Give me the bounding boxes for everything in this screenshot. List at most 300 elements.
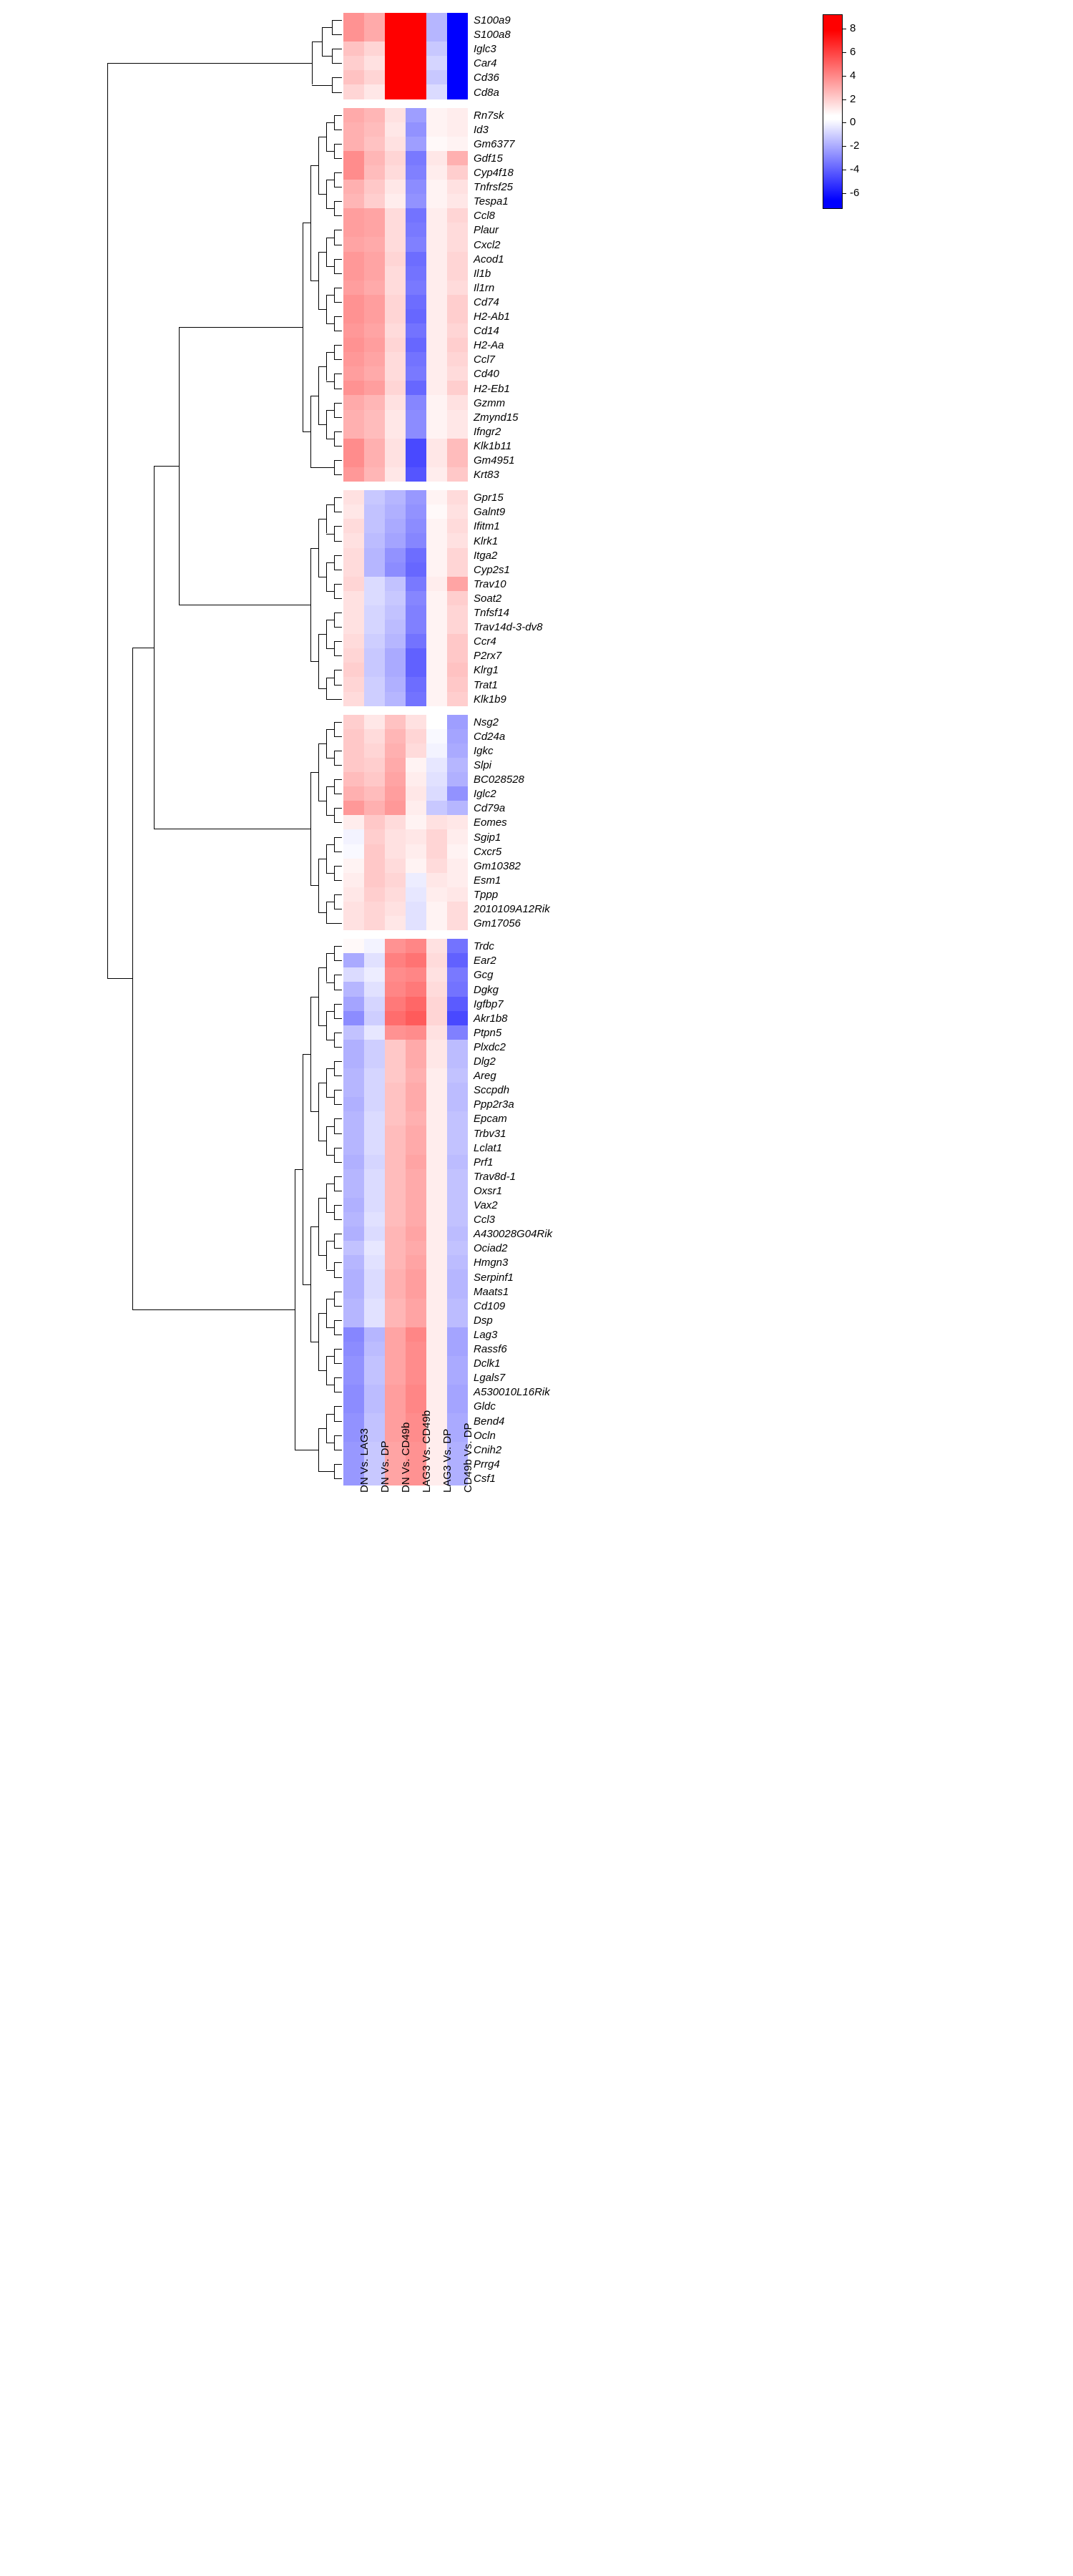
heatmap-cell — [385, 338, 406, 352]
heatmap-cell — [364, 252, 385, 266]
heatmap-cell — [426, 663, 447, 677]
heatmap-cell — [364, 815, 385, 829]
heatmap-cell — [426, 439, 447, 453]
heatmap-cell — [406, 1226, 426, 1241]
heatmap-cell — [343, 165, 364, 180]
dendrogram-link — [334, 1118, 342, 1119]
colorbar-tick-label: 6 — [850, 45, 856, 58]
heatmap-cell — [343, 562, 364, 577]
heatmap-cell — [385, 266, 406, 280]
dendrogram-link — [334, 1377, 342, 1378]
heatmap-row — [343, 916, 468, 930]
heatmap-cell — [364, 859, 385, 873]
heatmap-cell — [364, 1327, 385, 1342]
heatmap-cell — [385, 677, 406, 691]
heatmap-cell — [364, 1111, 385, 1126]
dendrogram-link — [334, 555, 335, 570]
heatmap-cell — [406, 13, 426, 27]
heatmap-cell — [385, 295, 406, 309]
heatmap-cell — [447, 1198, 468, 1212]
heatmap-cell — [426, 151, 447, 165]
heatmap-cell — [364, 1068, 385, 1083]
heatmap-cell — [364, 366, 385, 381]
dendrogram-link — [326, 648, 334, 649]
heatmap-cell — [385, 829, 406, 844]
heatmap-cell — [343, 352, 364, 366]
heatmap-cell — [426, 309, 447, 323]
heatmap-cell — [447, 266, 468, 280]
heatmap-cell — [364, 533, 385, 547]
heatmap-cell — [406, 1097, 426, 1111]
heatmap-row — [343, 519, 468, 533]
heatmap-row — [343, 1054, 468, 1068]
heatmap-cell — [426, 453, 447, 467]
heatmap-cell — [343, 381, 364, 395]
gene-label: A530010L16Rik — [474, 1386, 550, 1399]
heatmap-cell — [364, 1241, 385, 1255]
heatmap-cell — [343, 424, 364, 439]
heatmap-cell — [406, 591, 426, 605]
heatmap-cell — [426, 208, 447, 223]
dendrogram-link — [318, 1313, 319, 1370]
gene-label: Trat1 — [474, 678, 498, 691]
dendrogram-link — [326, 352, 334, 353]
heatmap-cell — [385, 634, 406, 648]
dendrogram-link — [334, 526, 342, 527]
heatmap-row — [343, 323, 468, 338]
heatmap-cell — [406, 1385, 426, 1399]
heatmap-cell — [406, 180, 426, 194]
heatmap-row — [343, 122, 468, 137]
gene-label: Klk1b9 — [474, 693, 506, 706]
heatmap-cell — [406, 997, 426, 1011]
heatmap-cell — [447, 424, 468, 439]
heatmap-cell — [406, 692, 426, 706]
heatmap-cell — [447, 280, 468, 295]
heatmap-cell — [406, 280, 426, 295]
heatmap-cell — [426, 338, 447, 352]
gene-label: H2-Ab1 — [474, 311, 510, 323]
heatmap-cell — [364, 953, 385, 967]
colorbar-tick — [843, 193, 846, 194]
heatmap-row — [343, 939, 468, 953]
dendrogram-link — [107, 63, 108, 978]
heatmap-cell — [447, 1299, 468, 1313]
dendrogram-link — [154, 466, 155, 829]
gene-label: Trav14d-3-dv8 — [474, 621, 543, 634]
heatmap-cell — [343, 1327, 364, 1342]
dendrogram-link — [334, 584, 342, 585]
dendrogram-link — [334, 598, 342, 599]
heatmap-cell — [426, 902, 447, 916]
gene-label: S100a8 — [474, 29, 511, 42]
heatmap-cell — [406, 1083, 426, 1097]
heatmap-cell — [426, 122, 447, 137]
heatmap-cell — [426, 648, 447, 663]
gene-label: Dclk1 — [474, 1357, 501, 1370]
dendrogram-link — [334, 1033, 335, 1047]
heatmap-cell — [343, 1184, 364, 1198]
heatmap-cell — [385, 1269, 406, 1284]
dendrogram-link — [326, 678, 327, 699]
heatmap-cell — [364, 323, 385, 338]
heatmap-cell — [447, 533, 468, 547]
heatmap-cell — [447, 692, 468, 706]
heatmap-cell — [343, 620, 364, 634]
dendrogram-link — [310, 1226, 318, 1227]
heatmap-cell — [406, 1111, 426, 1126]
heatmap-cell — [426, 223, 447, 237]
gene-label: Cd36 — [474, 72, 499, 84]
dendrogram-link — [334, 1349, 335, 1363]
gene-label: Tnfrsf25 — [474, 181, 514, 194]
dendrogram-link — [334, 1219, 342, 1220]
heatmap-cell — [426, 605, 447, 620]
dendrogram-link — [334, 555, 342, 556]
heatmap-cell — [343, 801, 364, 815]
dendrogram-link — [318, 634, 326, 635]
heatmap-row — [343, 504, 468, 519]
heatmap-cell — [426, 1011, 447, 1025]
dendrogram-link — [318, 1370, 326, 1371]
heatmap-cell — [426, 715, 447, 729]
heatmap-cell — [406, 467, 426, 482]
gene-label: Krt83 — [474, 469, 499, 482]
heatmap-row — [343, 548, 468, 562]
heatmap-cell — [447, 967, 468, 982]
heatmap-cell — [385, 1313, 406, 1327]
dendrogram-link — [326, 352, 327, 381]
heatmap-cell — [447, 237, 468, 251]
heatmap-cell — [364, 504, 385, 519]
heatmap-cell — [447, 439, 468, 453]
heatmap-cell — [343, 1126, 364, 1140]
heatmap-cell — [426, 1198, 447, 1212]
heatmap-cell — [426, 729, 447, 743]
heatmap-cell — [406, 1255, 426, 1269]
dendrogram-link — [318, 967, 326, 968]
heatmap-cell — [447, 1141, 468, 1155]
gene-label: Slpi — [474, 759, 492, 771]
heatmap-cell — [426, 772, 447, 786]
heatmap-cell — [364, 352, 385, 366]
heatmap-row — [343, 1399, 468, 1413]
heatmap-cell — [406, 84, 426, 99]
heatmap-cell — [447, 916, 468, 930]
dendrogram-link — [334, 808, 342, 809]
heatmap-cell — [385, 381, 406, 395]
heatmap-cell — [343, 953, 364, 967]
dendrogram-link — [334, 1075, 342, 1076]
heatmap-cell — [447, 1212, 468, 1226]
heatmap-cell — [364, 1011, 385, 1025]
heatmap-cell — [406, 410, 426, 424]
heatmap-cell — [406, 323, 426, 338]
heatmap-cell — [426, 1083, 447, 1097]
heatmap-cell — [385, 772, 406, 786]
dendrogram-link — [318, 424, 326, 425]
dendrogram-link — [310, 165, 311, 280]
heatmap-cell — [364, 381, 385, 395]
heatmap-cell — [343, 577, 364, 591]
heatmap-cell — [364, 648, 385, 663]
heatmap-cell — [406, 1011, 426, 1025]
dendrogram-link — [318, 366, 326, 367]
heatmap-cluster-block — [343, 715, 468, 931]
heatmap-cell — [364, 151, 385, 165]
dendrogram-link — [334, 526, 335, 540]
dendrogram-link — [334, 1234, 335, 1248]
heatmap-cell — [406, 309, 426, 323]
heatmap-cell — [385, 1141, 406, 1155]
heatmap-cell — [364, 84, 385, 99]
heatmap-cell — [406, 56, 426, 70]
dendrogram-link — [334, 460, 335, 474]
dendrogram-link — [326, 1414, 334, 1415]
heatmap-cell — [364, 605, 385, 620]
dendrogram-link — [318, 1471, 334, 1472]
gene-label: Ccl3 — [474, 1214, 496, 1226]
dendrogram-link — [334, 403, 335, 417]
dendrogram-link — [334, 273, 342, 274]
dendrogram-link — [326, 699, 342, 700]
heatmap-cell — [406, 1241, 426, 1255]
dendrogram-link — [326, 923, 342, 924]
heatmap-cell — [364, 997, 385, 1011]
heatmap-cell — [343, 1083, 364, 1097]
heatmap-cell — [426, 844, 447, 859]
dendrogram-link — [334, 1133, 342, 1134]
heatmap-row — [343, 410, 468, 424]
heatmap-cell — [343, 1342, 364, 1356]
heatmap-cell — [426, 533, 447, 547]
heatmap-cell — [447, 395, 468, 409]
dendrogram-link — [334, 541, 342, 542]
dendrogram-link — [318, 1198, 326, 1199]
heatmap-row — [343, 844, 468, 859]
gene-label: Oxsr1 — [474, 1184, 503, 1197]
heatmap-cell — [426, 295, 447, 309]
gene-label: Trav10 — [474, 577, 506, 590]
heatmap-cell — [343, 1241, 364, 1255]
dendrogram-link — [334, 1377, 335, 1392]
heatmap-cell — [343, 844, 364, 859]
heatmap-row — [343, 829, 468, 844]
gene-label: Tespa1 — [474, 195, 509, 208]
heatmap-cell — [343, 84, 364, 99]
heatmap-cell — [406, 1269, 426, 1284]
heatmap-cell — [426, 108, 447, 122]
heatmap-cell — [364, 309, 385, 323]
dendrogram-link — [326, 1011, 334, 1012]
heatmap-cell — [343, 504, 364, 519]
dendrogram-link — [310, 548, 318, 549]
dendrogram-link — [318, 634, 319, 688]
heatmap-cell — [406, 786, 426, 801]
gene-label: H2-Eb1 — [474, 382, 510, 395]
dendrogram-link — [332, 77, 333, 92]
heatmap-cell — [426, 1155, 447, 1169]
dendrogram-link — [334, 1176, 335, 1191]
heatmap-cell — [364, 13, 385, 27]
heatmap-cell — [406, 815, 426, 829]
dendrogram-link — [334, 1464, 342, 1465]
colorbar-tick-label: 0 — [850, 116, 856, 129]
heatmap-cell — [385, 1083, 406, 1097]
heatmap-cell — [343, 548, 364, 562]
heatmap-row — [343, 13, 468, 27]
heatmap-cell — [385, 1111, 406, 1126]
heatmap-cell — [385, 1327, 406, 1342]
dendrogram-link — [322, 27, 332, 28]
dendrogram-link — [326, 410, 327, 439]
heatmap-row — [343, 70, 468, 84]
heatmap-cell — [343, 829, 364, 844]
heatmap-cell — [364, 677, 385, 691]
heatmap-row — [343, 1126, 468, 1140]
heatmap-row — [343, 758, 468, 772]
heatmap-cell — [343, 151, 364, 165]
heatmap-cell — [343, 323, 364, 338]
dendrogram-link — [326, 266, 334, 267]
heatmap-cell — [364, 1399, 385, 1413]
heatmap-cell — [447, 815, 468, 829]
heatmap-cell — [406, 352, 426, 366]
heatmap-cell — [426, 467, 447, 482]
gene-label: Galnt9 — [474, 506, 506, 519]
gene-label: Cyp4f18 — [474, 167, 514, 179]
heatmap-row — [343, 1226, 468, 1241]
dendrogram-link — [154, 466, 179, 467]
dendrogram-link — [334, 316, 335, 331]
heatmap-cell — [364, 295, 385, 309]
heatmap-cell — [385, 801, 406, 815]
heatmap-cell — [385, 151, 406, 165]
dendrogram-link — [334, 670, 335, 684]
heatmap-cell — [406, 1068, 426, 1083]
heatmap-cell — [364, 1255, 385, 1269]
heatmap-cell — [343, 677, 364, 691]
gene-label: Car4 — [474, 57, 497, 70]
gene-label: Prf1 — [474, 1156, 494, 1169]
dendrogram-link — [326, 1299, 327, 1327]
gene-label: Lclat1 — [474, 1141, 503, 1154]
heatmap-cell — [426, 873, 447, 887]
dendrogram-link — [334, 1464, 335, 1478]
dendrogram-link — [334, 722, 342, 723]
heatmap-row — [343, 137, 468, 151]
heatmap-cell — [343, 1011, 364, 1025]
heatmap-cell — [406, 1356, 426, 1370]
gene-label: Klk1b11 — [474, 439, 512, 452]
dendrogram-link — [334, 736, 342, 737]
dendrogram-link — [310, 885, 318, 886]
heatmap-cell — [447, 1284, 468, 1298]
heatmap-cell — [447, 180, 468, 194]
heatmap-cell — [426, 13, 447, 27]
heatmap-cell — [447, 634, 468, 648]
heatmap-cell — [426, 1299, 447, 1313]
heatmap-cell — [426, 1269, 447, 1284]
heatmap-cell — [343, 1255, 364, 1269]
heatmap-cell — [447, 122, 468, 137]
heatmap-cell — [447, 352, 468, 366]
heatmap-cell — [426, 366, 447, 381]
dendrogram-link — [332, 34, 342, 35]
dendrogram-link — [326, 844, 327, 873]
heatmap-cell — [364, 1226, 385, 1241]
heatmap-row — [343, 873, 468, 887]
dendrogram-link — [179, 327, 303, 328]
heatmap-cell — [426, 56, 447, 70]
heatmap-cell — [406, 1342, 426, 1356]
heatmap-row — [343, 1097, 468, 1111]
heatmap-cell — [406, 634, 426, 648]
dendrogram-link — [326, 562, 334, 563]
dendrogram-link — [334, 880, 342, 881]
heatmap-cell — [364, 758, 385, 772]
gene-label: Ifitm1 — [474, 520, 500, 533]
dendrogram-link — [318, 912, 326, 913]
dendrogram-link — [334, 215, 342, 216]
heatmap-row — [343, 1313, 468, 1327]
heatmap-cell — [364, 1097, 385, 1111]
heatmap-row — [343, 1011, 468, 1025]
heatmap-row — [343, 692, 468, 706]
dendrogram-link — [334, 1306, 342, 1307]
heatmap-cell — [447, 743, 468, 758]
heatmap-cell — [406, 519, 426, 533]
heatmap-cell — [406, 873, 426, 887]
dendrogram-link — [326, 1241, 327, 1269]
dendrogram-link — [334, 201, 342, 202]
gene-label: Sgip1 — [474, 831, 501, 844]
dendrogram-link — [334, 431, 335, 446]
dendrogram-link — [334, 685, 342, 686]
heatmap-cell — [364, 27, 385, 42]
heatmap-cell — [447, 453, 468, 467]
dendrogram-link — [334, 1349, 342, 1350]
heatmap-cell — [364, 490, 385, 504]
gene-label: Acod1 — [474, 253, 504, 265]
gene-label: Lag3 — [474, 1328, 498, 1341]
heatmap-cell — [447, 338, 468, 352]
gene-label: Prrg4 — [474, 1458, 500, 1470]
heatmap-row — [343, 562, 468, 577]
heatmap-row — [343, 902, 468, 916]
heatmap-cell — [364, 1155, 385, 1169]
dendrogram-link — [334, 751, 335, 765]
heatmap-cell — [364, 982, 385, 996]
dendrogram-link — [334, 1421, 342, 1422]
dendrogram-link — [326, 1356, 327, 1385]
heatmap-cell — [343, 266, 364, 280]
heatmap-cell — [406, 1155, 426, 1169]
dendrogram-link — [326, 180, 327, 208]
heatmap-cell — [385, 194, 406, 208]
gene-label: Gpr15 — [474, 492, 504, 504]
heatmap-cell — [426, 677, 447, 691]
heatmap-cell — [364, 844, 385, 859]
dendrogram-link — [334, 1162, 342, 1163]
heatmap-cell — [426, 424, 447, 439]
gene-label: Areg — [474, 1070, 496, 1083]
dendrogram-link — [326, 504, 327, 533]
heatmap-cell — [426, 519, 447, 533]
gene-label: Cxcl2 — [474, 238, 501, 251]
dendrogram-link — [310, 1226, 311, 1342]
heatmap-cell — [385, 982, 406, 996]
